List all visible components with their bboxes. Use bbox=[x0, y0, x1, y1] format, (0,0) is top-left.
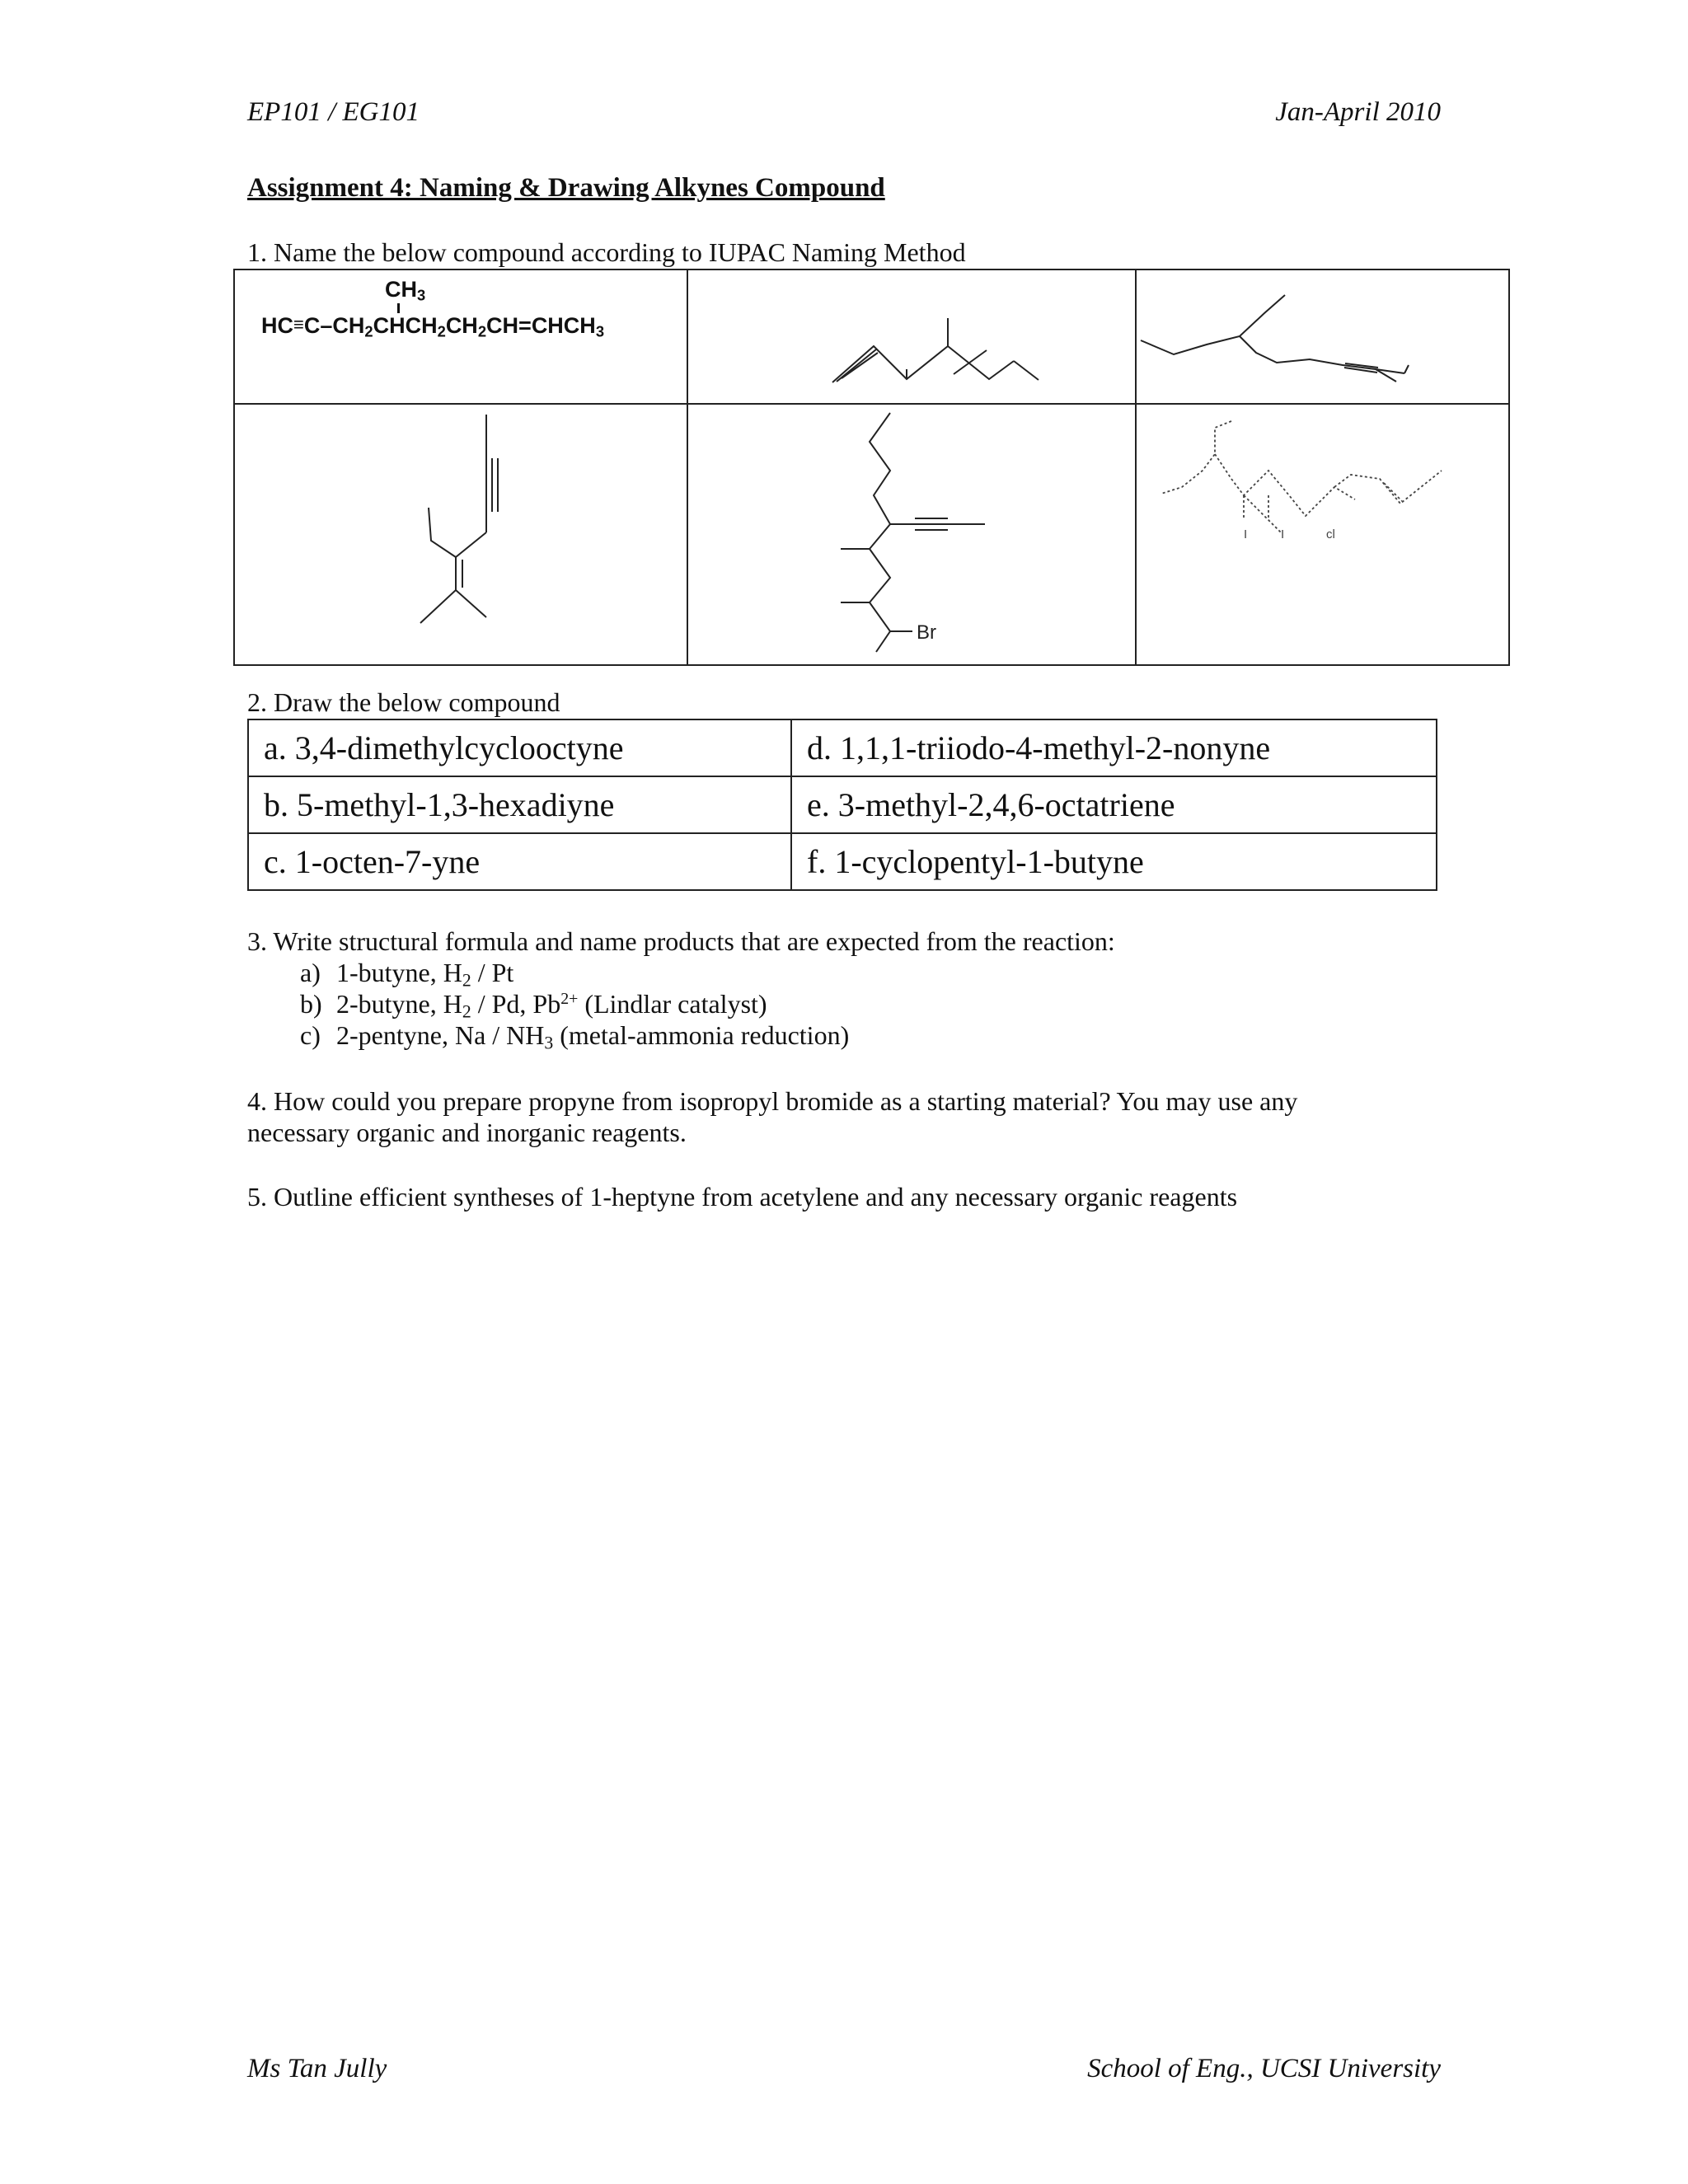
skeletal-structure-5 bbox=[688, 405, 1135, 660]
q1-cell-1 bbox=[234, 269, 687, 404]
header-left: EP101 / EG101 bbox=[247, 97, 420, 127]
bromine-label: Br bbox=[917, 621, 936, 644]
q1-prompt: 1. Name the below compound according to IUPAC Naming Method bbox=[247, 237, 966, 267]
footer-left: Ms Tan Jully bbox=[247, 2054, 387, 2083]
footer-right: School of Eng., UCSI University bbox=[1087, 2054, 1441, 2083]
chloro-label: cl bbox=[1326, 527, 1335, 541]
table-row bbox=[248, 719, 1437, 776]
q5-prompt: 5. Outline efficient syntheses of 1-heptyne from acetylene and any necessary organic reagents bbox=[247, 1182, 1238, 1212]
compound-cell-d: d. 1,1,1-triiodo-4-methyl-2-nonyne bbox=[791, 719, 1437, 776]
compound-cell-f: f. 1-cyclopentyl-1-butyne bbox=[791, 833, 1437, 890]
q1-cell-2 bbox=[687, 269, 1136, 404]
skeletal-structure-3 bbox=[1137, 270, 1508, 399]
table-row bbox=[248, 833, 1437, 890]
methyl-bond bbox=[397, 303, 400, 313]
q4-line-2: necessary organic and inorganic reagents. bbox=[247, 1118, 687, 1147]
q1-cell-6 bbox=[1136, 404, 1509, 665]
iodo-label-1: I bbox=[1244, 527, 1248, 541]
list-item: a) 1-butyne, $H_2$ / Pt bbox=[300, 958, 514, 991]
compound-cell-c: c. 1-octen-7-yne bbox=[248, 833, 791, 890]
q1-cell-4 bbox=[234, 404, 687, 665]
q2-prompt: 2. Draw the below compound bbox=[247, 687, 560, 717]
table-row bbox=[248, 776, 1437, 833]
q1-structure-table bbox=[233, 269, 1510, 666]
main-chain: $HC\equiv C-CH_2CHCH_2CH_2CH=CHCH_3$ bbox=[261, 313, 605, 340]
iodo-label-2: I bbox=[1281, 527, 1285, 541]
methyl-branch: $CH_3$ bbox=[385, 277, 426, 304]
compound-cell-b: b. 5-methyl-1,3-hexadiyne bbox=[248, 776, 791, 833]
compound-cell-a: a. 3,4-dimethylcyclooctyne bbox=[248, 719, 791, 776]
page-title: Assignment 4: Naming & Drawing Alkynes Compound bbox=[247, 173, 885, 203]
skeletal-structure-4 bbox=[235, 405, 687, 660]
compound-cell-e: e. 3-methyl-2,4,6-octatriene bbox=[791, 776, 1437, 833]
skeletal-structure-6 bbox=[1137, 405, 1508, 660]
q4-line-1: 4. How could you prepare propyne from isopropyl bromide as a starting material? You may use any bbox=[247, 1086, 1298, 1116]
list-item: b) 2-butyne, $H_2$ / Pd, $Pb^{2+}$ (Lindlar catalyst) bbox=[300, 989, 767, 1022]
q2-compound-table bbox=[247, 719, 1437, 891]
skeletal-structure-2 bbox=[688, 270, 1135, 399]
q1-cell-3 bbox=[1136, 269, 1509, 404]
q1-cell-5 bbox=[687, 404, 1136, 665]
q3-prompt: 3. Write structural formula and name products that are expected from the reaction: bbox=[247, 926, 1115, 956]
header-right: Jan-April 2010 bbox=[1275, 97, 1441, 127]
list-item: c) 2-pentyne, Na / $NH_3$ (metal-ammonia reduction) bbox=[300, 1020, 850, 1053]
